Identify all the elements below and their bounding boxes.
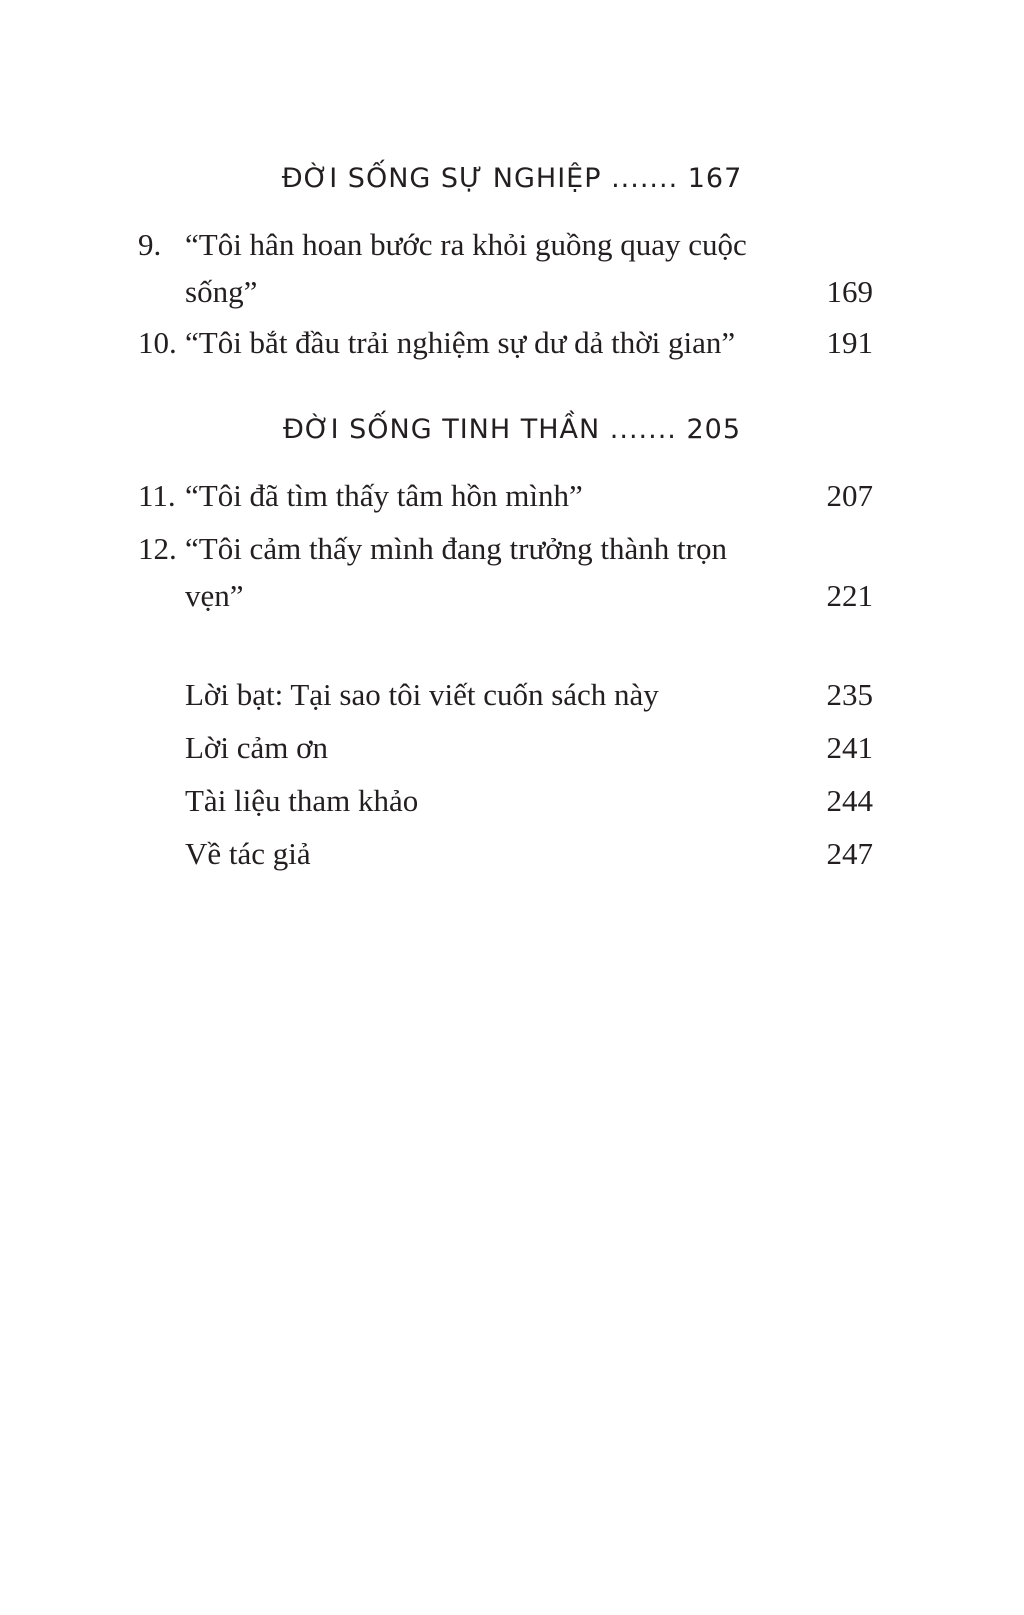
entry-title: Lời bạt: Tại sao tôi viết cuốn sách này bbox=[185, 677, 659, 712]
entry-number: 11. bbox=[138, 478, 176, 513]
toc-entry-9[interactable] bbox=[138, 221, 873, 315]
entry-number: 9. bbox=[138, 227, 162, 262]
entry-title: Về tác giả bbox=[185, 836, 311, 871]
entry-page-number: 235 bbox=[826, 677, 873, 712]
entry-page-number: 169 bbox=[826, 274, 873, 309]
toc-entry-11[interactable] bbox=[138, 472, 873, 519]
entry-title: “Tôi cảm thấy mình đang trưởng thành trọn vẹn” bbox=[185, 531, 727, 613]
entry-title: “Tôi hân hoan bước ra khỏi guồng quay cuộc sống” bbox=[185, 227, 747, 309]
toc-entry-acknowledgements[interactable] bbox=[138, 724, 873, 771]
entry-title: “Tôi bắt đầu trải nghiệm sự dư dả thời gian” bbox=[185, 325, 736, 360]
entry-number: 12. bbox=[138, 531, 177, 566]
entry-page-number: 247 bbox=[826, 836, 873, 871]
entry-page-number: 221 bbox=[826, 578, 873, 613]
entry-title: Tài liệu tham khảo bbox=[185, 783, 419, 818]
section-heading-career: ĐỜI SỐNG SỰ NGHIỆP ....... 167 bbox=[281, 163, 743, 194]
entry-title: Lời cảm ơn bbox=[185, 730, 328, 765]
entry-page-number: 191 bbox=[826, 325, 873, 360]
toc-entry-about-author[interactable] bbox=[138, 830, 873, 877]
toc-entry-12[interactable] bbox=[138, 525, 873, 619]
toc-entry-references[interactable] bbox=[138, 777, 873, 824]
entry-number: 10. bbox=[138, 325, 177, 360]
entry-title: “Tôi đã tìm thấy tâm hồn mình” bbox=[185, 478, 583, 513]
entry-page-number: 241 bbox=[826, 730, 873, 765]
toc-entry-afterword[interactable] bbox=[138, 671, 873, 718]
toc-entry-10[interactable] bbox=[138, 319, 873, 366]
entry-page-number: 207 bbox=[826, 478, 873, 513]
entry-page-number: 244 bbox=[826, 783, 873, 818]
section-heading-spiritual: ĐỜI SỐNG TINH THẦN ....... 205 bbox=[283, 414, 741, 445]
